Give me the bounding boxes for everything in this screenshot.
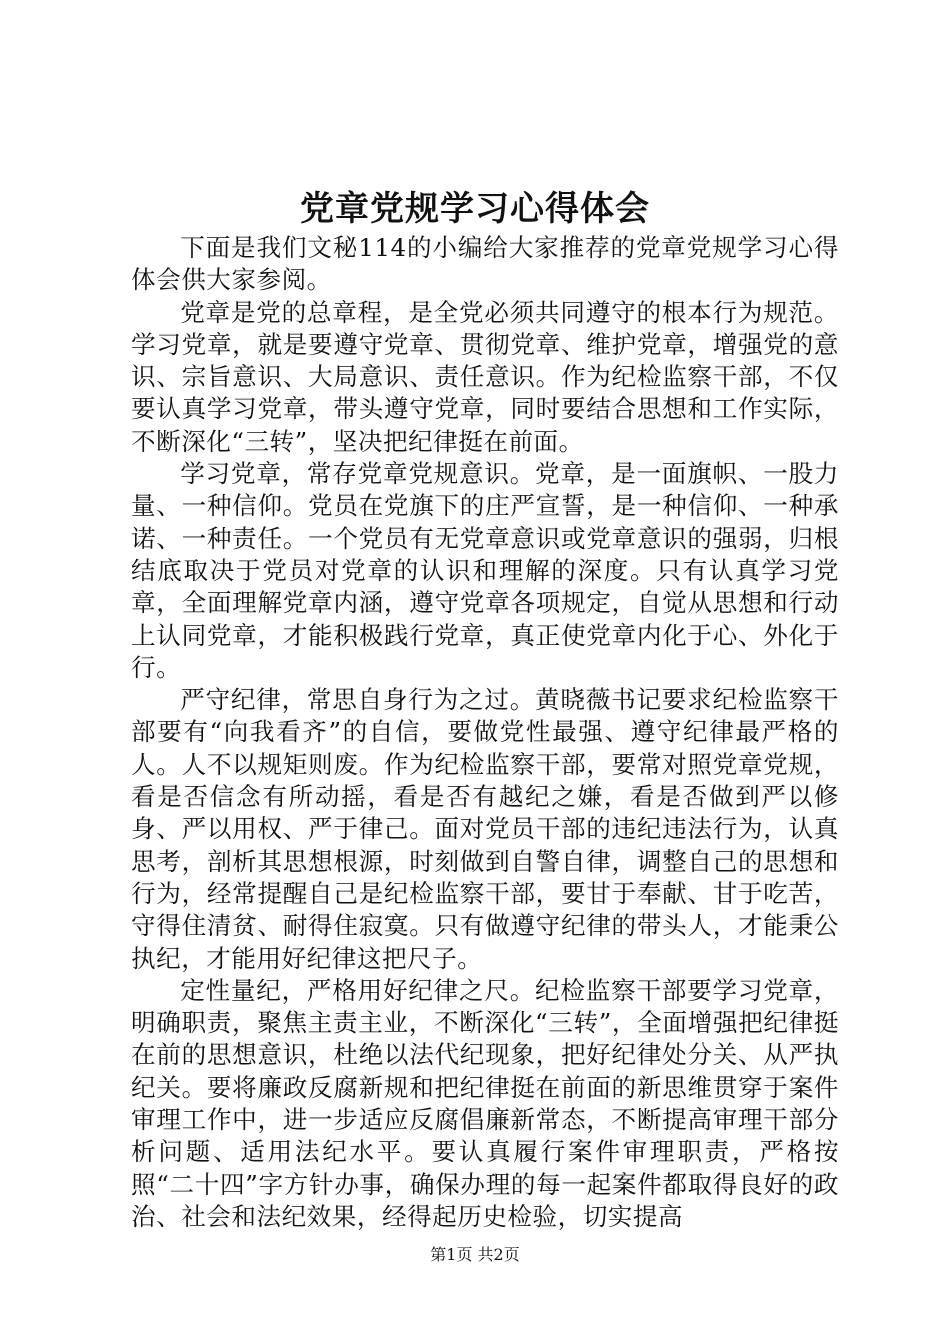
paragraph-party-constitution: 党章是党的总章程，是全党必须共同遵守的根本行为规范。学习党章，就是要遵守党章、贯彻党章、维护党章，增强党的意识、宗旨意识、大局意识、责任意识。作为纪检监察干部，不仅要认真学习党章，带头遵守党章，同时要结合思想和工作实际，不断深化“三转”，坚决把纪律挺在前面。 xyxy=(131,297,839,456)
paragraph-strict-discipline: 严守纪律，常思自身行为之过。黄晓薇书记要求纪检监察干部要有“向我看齐”的自信，要做党性最强、遵守纪律最严格的人。人不以规矩则废。作为纪检监察干部，要常对照党章党规，看是否信念有所动摇，看是否有越纪之嫌，看是否做到严以修身、严以用权、严于律己。面对党员干部的违纪违法行为，认真思考，剖析其思想根源，时刻做到自警自律，调整自己的思想和行为，经常提醒自己是纪检监察干部，要甘于奉献、甘于吃苦，守得住清贫、耐得住寂寞。只有做遵守纪律的带头人，才能秉公执纪，才能用好纪律这把尺子。 xyxy=(131,685,839,973)
document-body xyxy=(131,232,839,1233)
paragraph-intro: 下面是我们文秘114的小编给大家推荐的党章党规学习心得体会供大家参阅。 xyxy=(131,233,839,295)
page-footer: 第1页 共2页 xyxy=(430,1245,520,1264)
document-title: 党章党规学习心得体会 xyxy=(300,189,650,229)
paragraph-study-constitution: 学习党章，常存党章党规意识。党章，是一面旗帜、一股力量、一种信仰。党员在党旗下的庄严宣誓，是一种信仰、一种承诺、一种责任。一个党员有无党章意识或党章意识的强弱，归根结底取决于党员对党章的认识和理解的深度。只有认真学习党章，全面理解党章内涵，遵守党章各项规定，自觉从思想和行动上认同党章，才能积极践行党章，真正使党章内化于心、外化于行。 xyxy=(131,459,839,682)
paragraph-discipline-measure: 定性量纪，严格用好纪律之尺。纪检监察干部要学习党章，明确职责，聚焦主责主业，不断深化“三转”，全面增强把纪律挺在前的思想意识，杜绝以法代纪现象，把好纪律处分关、从严执纪关。要将廉政反腐新规和把纪律挺在前面的新思维贯穿于案件审理工作中，进一步适应反腐倡廉新常态，不断提高审理干部分析问题、适用法纪水平。要认真履行案件审理职责，严格按照“二十四”字方针办事，确保办理的每一起案件都取得良好的政治、社会和法纪效果，经得起历史检验，切实提高 xyxy=(131,975,839,1231)
